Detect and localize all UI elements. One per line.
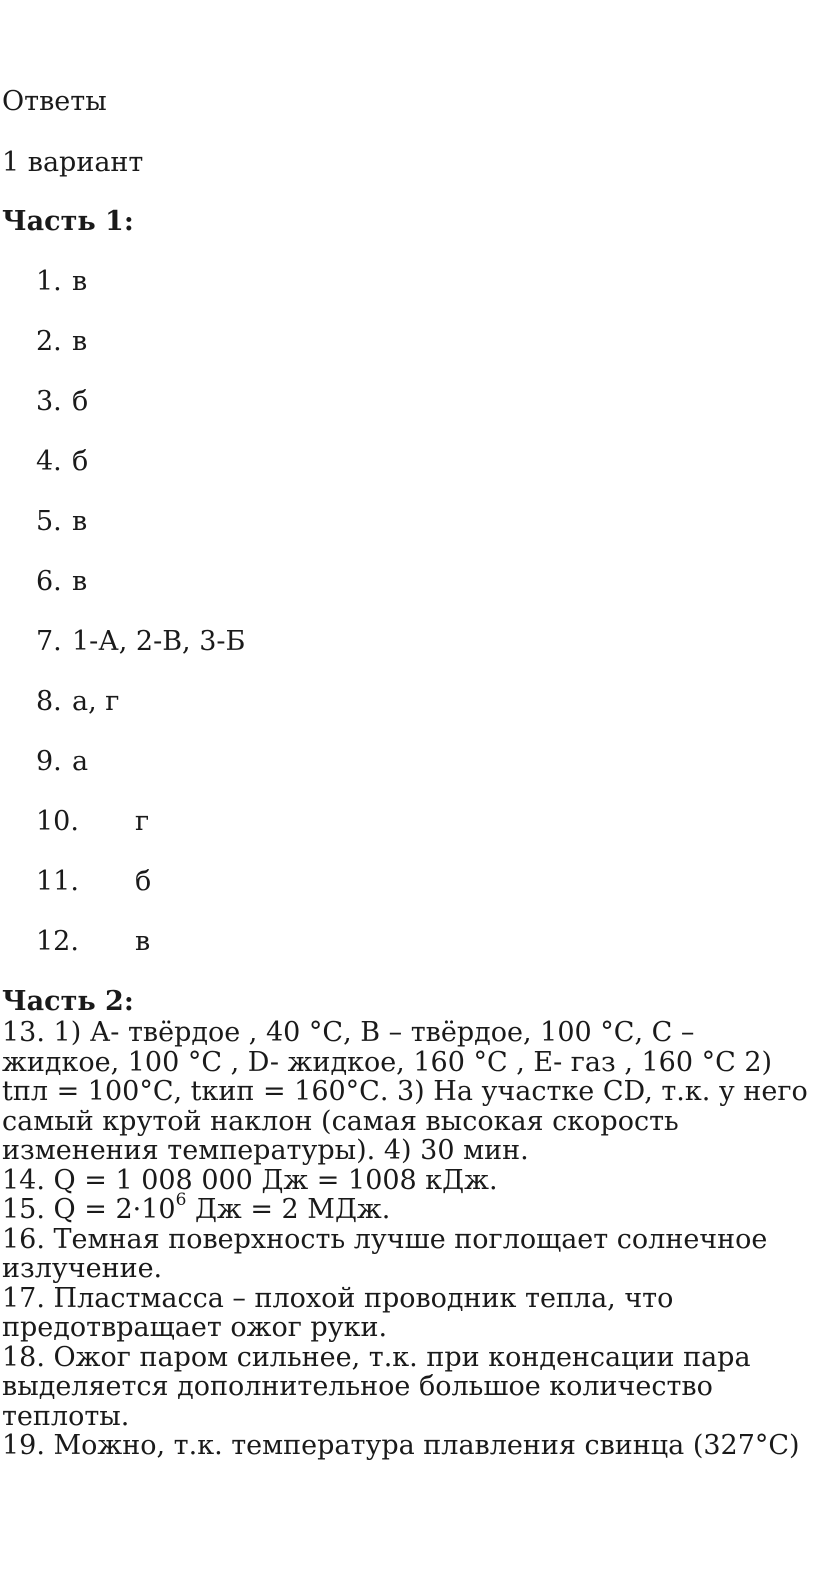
item-number: 4. — [36, 446, 62, 477]
item-answer: в — [72, 266, 88, 297]
answer-14: 14. Q = 1 008 000 Дж = 1008 кДж. — [2, 1164, 498, 1196]
answer-15-exponent: 6 — [175, 1190, 187, 1210]
answer-16: 16. Темная поверхность лучше поглощает солнечное излучение. — [2, 1223, 768, 1284]
item-answer: в — [72, 566, 88, 597]
item-answer: а, г — [72, 686, 120, 717]
item-number: 8. — [36, 686, 62, 717]
answer-19: 19. Можно, т.к. температура плавления свинца (327°С) — [2, 1430, 800, 1461]
item-number: 5. — [36, 506, 62, 537]
answer-15-suffix: Дж = 2 МДж. — [186, 1194, 391, 1225]
item-answer: а — [72, 746, 89, 777]
document-title: Ответы — [2, 86, 107, 117]
item-answer: б — [72, 446, 89, 477]
answer-17: 17. Пластмасса – плохой проводник тепла, что предотвращает ожог руки. — [2, 1282, 674, 1343]
item-number: 9. — [36, 746, 62, 777]
item-number: 10. — [36, 806, 79, 837]
item-answer: 1-А, 2-В, 3-Б — [72, 626, 246, 657]
variant-label: 1 вариант — [2, 147, 144, 178]
item-answer: в — [72, 326, 88, 357]
answer-18: 18. Ожог паром сильнее, т.к. при конденсации пара выделяется дополнительное большое количество теплоты. — [2, 1341, 751, 1432]
part2-heading: Часть 2: — [2, 986, 134, 1017]
item-number: 6. — [36, 566, 62, 597]
item-number: 1. — [36, 266, 62, 297]
answer-15-prefix: 15. Q = 2·10 — [2, 1194, 176, 1225]
item-number: 7. — [36, 626, 62, 657]
item-number: 12. — [36, 926, 79, 957]
answer-15 — [2, 1190, 814, 1225]
item-answer: б — [72, 386, 89, 417]
item-answer: г — [135, 806, 150, 837]
part2-answers — [2, 1018, 814, 1461]
answer-13: 13. 1) А- твёрдое , 40 °С, В – твёрдое, 100 °С, С – жидкое, 100 °С , D- жидкое, 160 °С , Е- газ , 160 °С 2) tпл = 100°С, tкип = 160°С. 3) На участке CD, т.к. у него самый крутой наклон (самая высокая скорость изменения температуры). 4) 30 мин. — [2, 1017, 808, 1166]
item-answer: в — [72, 506, 88, 537]
part1-heading: Часть 1: — [2, 206, 134, 237]
item-answer: в — [135, 926, 151, 957]
item-number: 2. — [36, 326, 62, 357]
item-number: 11. — [36, 866, 79, 897]
item-number: 3. — [36, 386, 62, 417]
item-answer: б — [135, 866, 152, 897]
